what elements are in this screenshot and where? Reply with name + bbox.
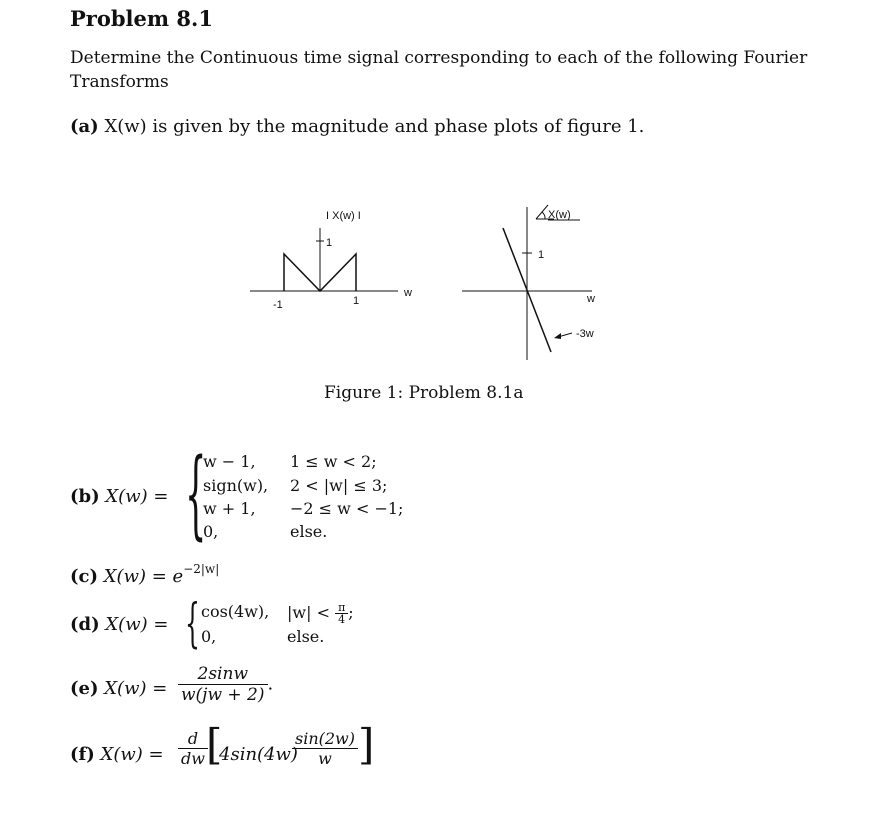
part-b-lhs: X(w) = [105,486,169,507]
part-f-inner-text: 4sin(4w) [219,744,298,765]
magnitude-tick-x-neg: -1 [273,299,283,311]
phase-plot [462,205,595,360]
part-f-label: (f) [70,744,95,765]
part-f-d-num: d [178,729,208,749]
phase-title: X(w) [548,209,571,221]
part-b-case-cond-2: −2 ≤ w < −1; [290,499,404,518]
part-f-fraction [292,729,358,768]
part-e-label: (e) [70,678,99,699]
pi-over-4-num: π [335,602,348,614]
pi-over-4-fraction [335,602,348,625]
pi-over-4-den: 4 [338,613,346,626]
part-d-brace: { [185,594,200,654]
phase-slope-arrowhead [554,333,561,339]
part-b-case-cond-1: 2 < |w| ≤ 3; [290,476,388,495]
part-f [70,744,164,765]
part-d-case-cond-0 [287,602,354,625]
part-f-derivative [178,729,208,768]
part-e-denominator: w(jw + 2) [181,685,265,705]
part-b-label: (b) [70,486,100,507]
magnitude-tick-y: 1 [326,237,333,249]
part-a-text: X(w) is given by the magnitude and phase plots of figure 1. [104,116,645,137]
part-e-fraction [178,664,273,705]
magnitude-title: I X(w) I [326,210,361,222]
part-e [70,678,167,699]
part-e-tail: . [267,673,274,695]
magnitude-plot [250,210,412,311]
part-c [70,564,219,587]
magnitude-tick-x-pos: 1 [353,295,360,307]
part-f-left-bracket: [ [206,720,223,769]
part-f-frac-den: w [318,749,332,768]
figure-caption: Figure 1: Problem 8.1a [324,383,524,403]
part-b-brace: { [185,438,207,550]
part-b-case-expr-1: sign(w), [203,476,269,495]
part-c-lhs: X(w) = e [103,566,184,587]
phase-slope-label: -3w [576,328,594,340]
part-d [70,614,168,635]
part-b [70,486,168,507]
part-d-cond-tail: ; [348,603,354,622]
magnitude-axis-label: w [404,287,412,299]
part-e-lhs: X(w) = [104,678,168,699]
part-b-case-cond-0: 1 ≤ w < 2; [290,452,377,471]
part-b-case-cond-3: else. [290,522,328,541]
part-f-d-den: dw [181,749,205,768]
part-d-cond-text: |w| < [287,603,330,622]
part-d-case-expr-0: cos(4w), [201,602,270,621]
part-f-frac-num: sin(2w) [292,729,358,749]
part-f-inner [219,744,298,765]
part-d-label: (d) [70,614,100,635]
part-b-case-expr-3: 0, [203,522,219,541]
page-title: Problem 8.1 [70,6,213,31]
part-f-lhs: X(w) = [100,744,164,765]
part-c-exponent: −2|w| [183,562,220,576]
part-d-case-expr-1: 0, [201,627,217,646]
phase-axis-label: w [587,293,595,305]
part-b-case-expr-0: w − 1, [203,452,256,471]
part-c-label: (c) [70,566,98,587]
part-e-numerator: 2sinw [178,664,268,685]
part-f-right-bracket: ] [358,720,375,769]
part-b-case-expr-2: w + 1, [203,499,256,518]
part-d-case-cond-1: else. [287,627,325,646]
part-a-label: (a) [70,116,99,137]
phase-tick-y: 1 [538,249,545,261]
problem-intro: Determine the Continuous time signal corresponding to each of the following Fourier Transforms [70,48,808,92]
part-d-lhs: X(w) = [105,614,169,635]
